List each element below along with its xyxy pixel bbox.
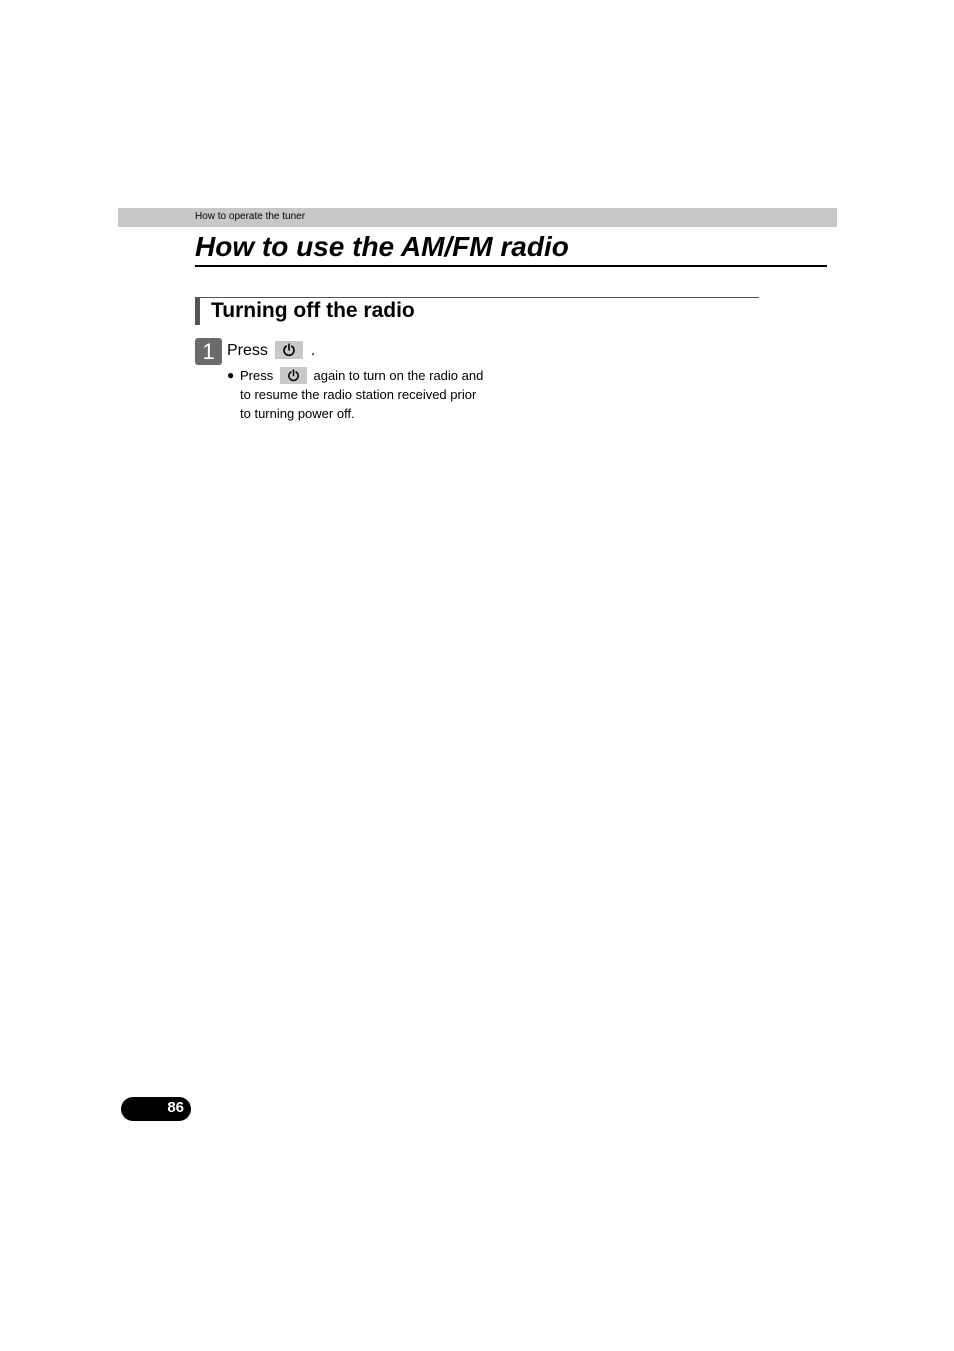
section-title: Turning off the radio [211, 299, 415, 322]
running-header [118, 208, 837, 227]
step-trailing-period: . [310, 342, 316, 359]
note-item [227, 366, 487, 423]
page-title: How to use the AM/FM radio [195, 230, 827, 267]
note-text [240, 366, 487, 423]
step-instruction [227, 341, 315, 361]
running-header-label: How to operate the tuner [195, 211, 306, 222]
power-button [280, 367, 307, 384]
power-icon [287, 369, 300, 382]
section-heading [195, 297, 759, 325]
note-body: again to turn on the radio and to resume the radio station received prior to turning power off. [240, 368, 484, 422]
note-press-label: Press [240, 368, 274, 383]
step-number-badge: 1 [195, 338, 222, 365]
power-icon [282, 343, 296, 357]
bullet-icon: ● [227, 368, 235, 382]
step-press-label: Press [227, 342, 268, 359]
power-button [275, 341, 303, 359]
section-marker [195, 298, 200, 325]
page-number: 86 [121, 1097, 191, 1121]
